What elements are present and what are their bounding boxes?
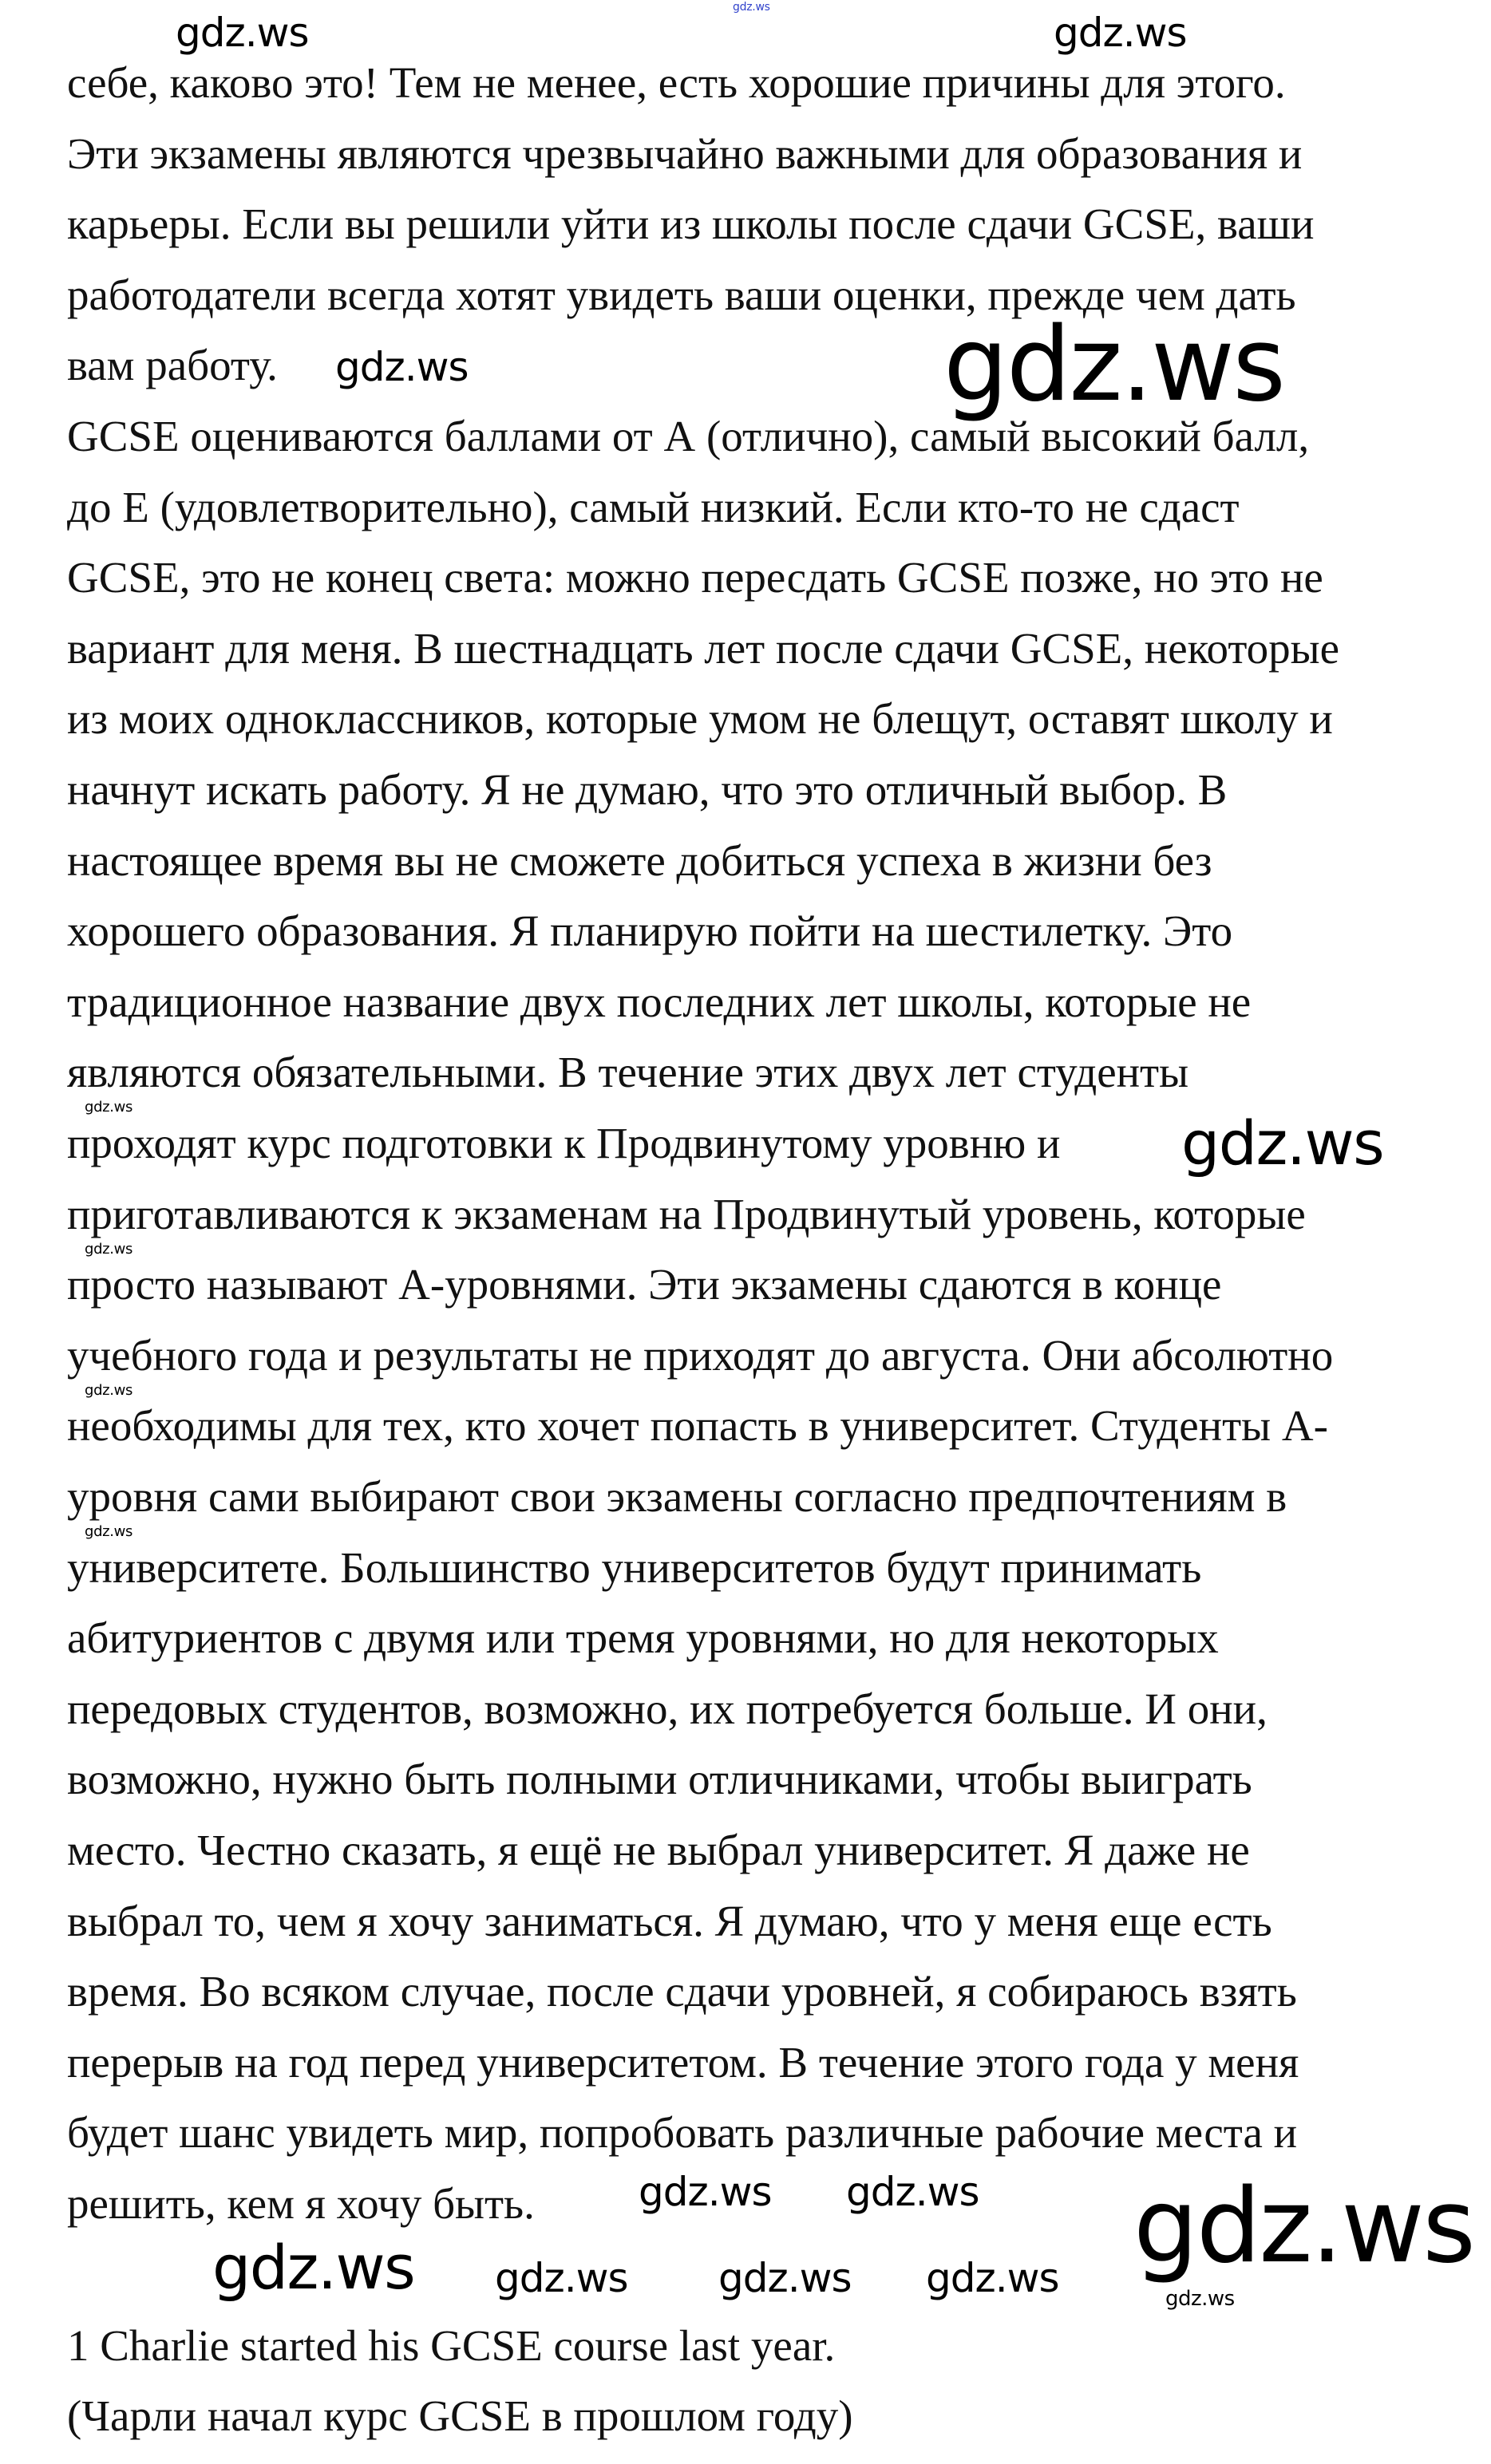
watermark: gdz.ws (639, 2169, 772, 2215)
paragraph-line: вам работу. (67, 341, 278, 390)
paragraph-line: вариант для меня. В шестнадцать лет после сдачи GCSE, некоторые (67, 623, 1340, 673)
paragraph-line: будет шанс увидеть мир, попробовать различные рабочие места и (67, 2108, 1298, 2158)
watermark: gdz.ws (943, 306, 1284, 424)
paragraph-line: Эти экзамены являются чрезвычайно важными для образования и (67, 128, 1303, 178)
watermark: gdz.ws (85, 1241, 132, 1258)
paragraph-line: начнут искать работу. Я не думаю, что это отличный выбор. В (67, 765, 1228, 814)
paragraph-line: место. Честно сказать, я ещё не выбрал университет. Я даже не (67, 1826, 1250, 1874)
watermark: gdz.ws (85, 1382, 132, 1399)
paragraph-line: проходят курс подготовки к Продвинутому уровню и (67, 1119, 1061, 1167)
watermark: gdz.ws (926, 2255, 1059, 2301)
watermark: gdz.ws (1133, 2167, 1474, 2286)
paragraph-line: необходимы для тех, кто хочет попасть в университет. Студенты А- (67, 1401, 1328, 1451)
paragraph-line: выбрал то, чем я хочу заниматься. Я думаю, что у меня еще есть (67, 1896, 1272, 1945)
paragraph-line: приготавливаются к экзаменам на Продвинутый уровень, которые (67, 1189, 1306, 1238)
paragraph-line: до Е (удовлетворительно), самый низкий. Если кто-то не сдаст (67, 482, 1240, 531)
watermark: gdz.ws (176, 10, 309, 56)
paragraph-line: себе, каково это! Тем не менее, есть хорошие причины для этого. (67, 58, 1286, 107)
paragraph-line: учебного года и результаты не приходят до августа. Они абсолютно (67, 1330, 1334, 1380)
paragraph-line: время. Во всяком случае, после сдачи уровней, я собираюсь взять (67, 1967, 1297, 2016)
watermark: gdz.ws (846, 2169, 979, 2215)
paragraph-line: уровня сами выбирают свои экзамены согласно предпочтениям в (67, 1472, 1287, 1521)
paragraph-line: GCSE оцениваются баллами от А (отлично), самый высокий балл, (67, 412, 1310, 460)
watermark: gdz.ws (85, 1099, 132, 1116)
paragraph-line: хорошего образования. Я планирую пойти на шестилетку. Это (67, 906, 1233, 956)
paragraph-line: карьеры. Если вы решили уйти из школы после сдачи GCSE, ваши (67, 199, 1315, 249)
paragraph-line: настоящее время вы не сможете добиться успеха в жизни без (67, 835, 1212, 885)
watermark: gdz.ws (1181, 1108, 1384, 1179)
watermark: gdz.ws (85, 1523, 132, 1540)
paragraph-line: университете. Большинство университетов будут принимать (67, 1542, 1202, 1592)
answer-statement: 1 Charlie started his GCSE course last year. (67, 2321, 836, 2370)
paragraph-line: решить, кем я хочу быть. (67, 2179, 535, 2228)
paragraph-line: являются обязательными. В течение этих двух лет студенты (67, 1048, 1189, 1097)
paragraph-line: традиционное название двух последних лет школы, которые не (67, 977, 1252, 1026)
paragraph-line: абитуриентов с двумя или тремя уровнями, но для некоторых (67, 1613, 1219, 1663)
paragraph-line: работодатели всегда хотят увидеть ваши оценки, прежде чем дать (67, 270, 1296, 319)
paragraph-line: перерыв на год перед университетом. В течение этого года у меня (67, 2037, 1299, 2087)
paragraph-line: передовых студентов, возможно, их потребуется больше. И они, (67, 1684, 1268, 1733)
watermark: gdz.ws (212, 2232, 415, 2303)
paragraph-line: возможно, нужно быть полными отличниками, чтобы выиграть (67, 1755, 1252, 1804)
answer-translation: (Чарли начал курс GCSE в прошлом году) (67, 2391, 853, 2440)
watermark: gdz.ws (718, 2255, 852, 2301)
paragraph-line: GCSE, это не конец света: можно пересдать GCSE позже, но это не (67, 553, 1323, 602)
watermark: gdz.ws (1054, 10, 1187, 56)
watermark: gdz.ws (1165, 2287, 1235, 2311)
watermark: gdz.ws (495, 2255, 628, 2301)
watermark: gdz.ws (733, 1, 770, 14)
paragraph-line: просто называют А-уровнями. Эти экзамены сдаются в конце (67, 1260, 1222, 1309)
watermark: gdz.ws (335, 344, 469, 390)
paragraph-line: из моих одноклассников, которые умом не блещут, оставят школу и (67, 694, 1333, 744)
